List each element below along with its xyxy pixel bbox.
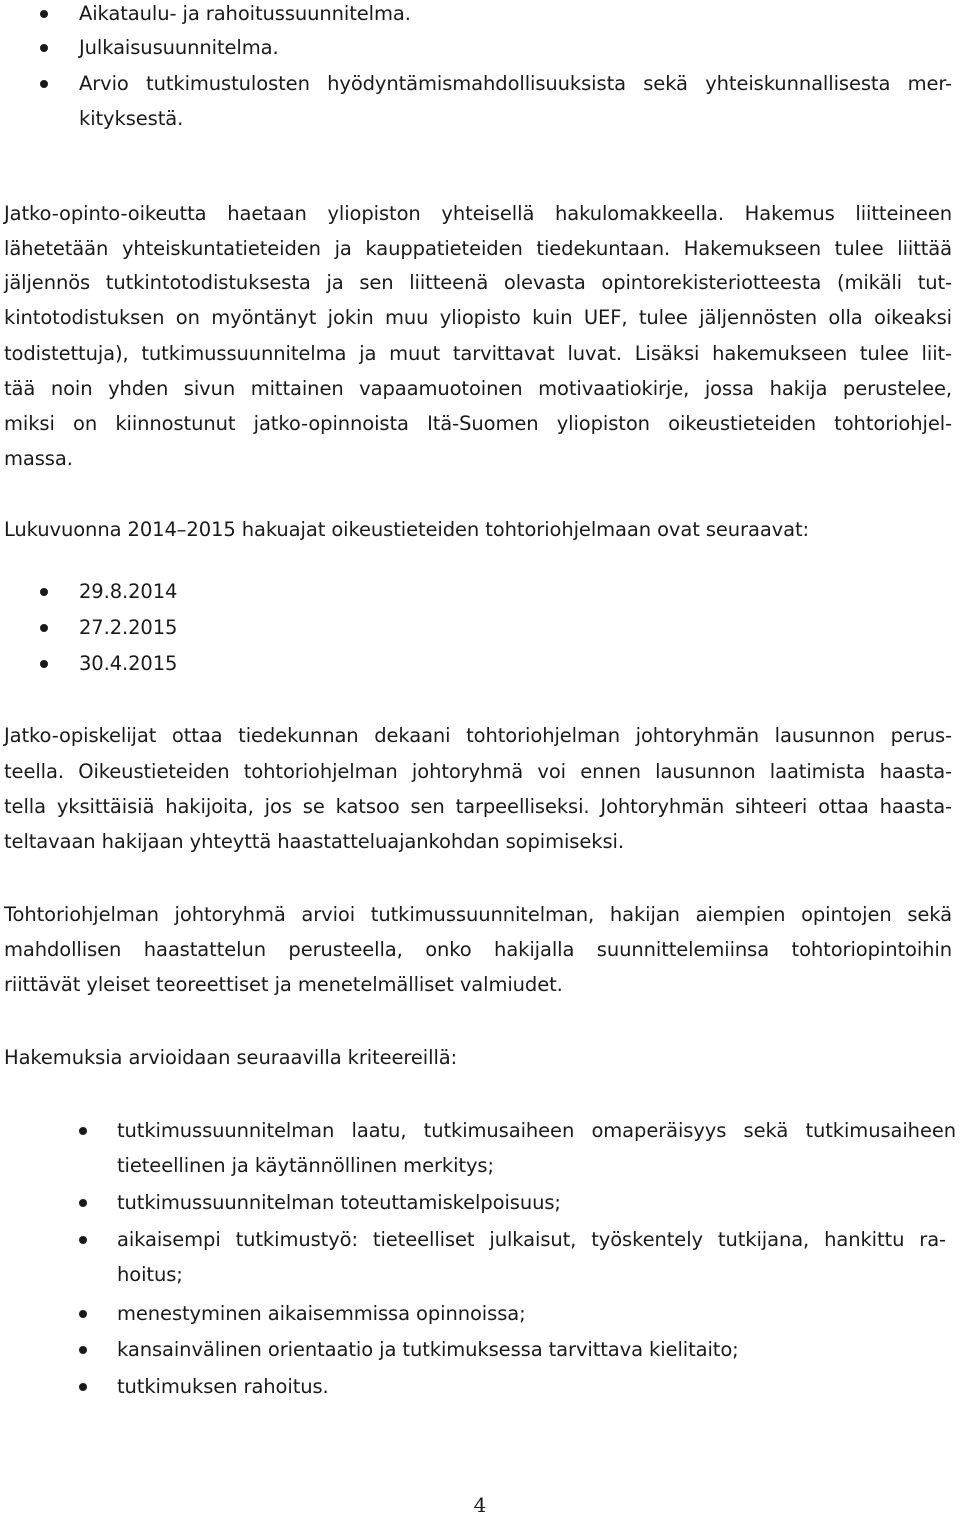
bullet-icon xyxy=(40,660,48,668)
bullet-icon xyxy=(40,588,48,596)
list-item: menestyminen aikaisemmissa opinnoissa; xyxy=(117,1302,526,1325)
paragraph-application-periods: Lukuvuonna 2014–2015 hakuajat oikeustieteiden tohtoriohjelmaan ovat seuraavat: xyxy=(4,518,809,541)
text-line: tää noin yhden sivun mittainen vapaamuotoinen motivaatiokirje, jossa hakija perustelee, xyxy=(4,377,952,400)
bullet-icon xyxy=(79,1383,87,1391)
bullet-icon xyxy=(40,44,48,52)
bullet-icon xyxy=(79,1346,87,1354)
list-item: aikaisempi tutkimustyö: tieteelliset julkaisut, työskentely tutkijana, hankittu ra- xyxy=(117,1228,946,1251)
bullet-icon xyxy=(40,10,48,18)
text-line: jäljennös tutkintotodistuksesta ja sen liitteenä olevasta opintorekisteriotteesta (mikäli tut- xyxy=(4,271,952,294)
text-line: teella. Oikeustieteiden tohtoriohjelman johtoryhmä voi ennen lausunnon laatimista haasta- xyxy=(4,760,952,783)
list-item: kansainvälinen orientaatio ja tutkimuksessa tarvittava kielitaito; xyxy=(117,1338,739,1361)
text-line: miksi on kiinnostunut jatko-opinnoista Itä-Suomen yliopiston oikeustieteiden tohtoriohjel- xyxy=(4,412,952,435)
bullet-icon xyxy=(79,1127,87,1135)
list-item: tutkimussuunnitelman laatu, tutkimusaiheen omaperäisyys sekä tutkimusaiheen xyxy=(117,1119,956,1142)
list-item: 27.2.2015 xyxy=(79,616,178,639)
text-line: massa. xyxy=(4,447,73,470)
list-item: Arvio tutkimustulosten hyödyntämismahdollisuuksista sekä yhteiskunnallisesta mer- xyxy=(79,72,952,95)
list-item-continuation: tieteellinen ja käytännöllinen merkitys; xyxy=(117,1154,494,1177)
text-line: lähetetään yhteiskuntatieteiden ja kauppatieteiden tiedekuntaan. Hakemukseen tulee liittää xyxy=(4,237,952,260)
text-line: todistettuja), tutkimussuunnitelma ja muut tarvittavat luvat. Lisäksi hakemukseen tulee liit- xyxy=(4,342,952,365)
list-item-continuation: kityksestä. xyxy=(79,107,184,130)
text-line: kintotodistuksen on myöntänyt jokin muu yliopisto kuin UEF, tulee jäljennösten olla oikeaksi xyxy=(4,306,952,329)
text-line: tella yksittäisiä hakijoita, jos se katsoo sen tarpeelliseksi. Johtoryhmän sihteeri ottaa haasta- xyxy=(4,795,952,818)
text-line: Tohtoriohjelman johtoryhmä arvioi tutkimussuunnitelman, hakijan aiempien opintojen sekä xyxy=(4,903,952,926)
text-line: mahdollisen haastattelun perusteella, onko hakijalla suunnittelemiinsa tohtoriopintoihin xyxy=(4,938,952,961)
paragraph-criteria-intro: Hakemuksia arvioidaan seuraavilla kriteereillä: xyxy=(4,1046,458,1069)
page-number: 4 xyxy=(473,1493,487,1517)
bullet-icon xyxy=(79,1236,87,1244)
text-line: Jatko-opinto-oikeutta haetaan yliopiston yhteisellä hakulomakkeella. Hakemus liitteineen xyxy=(4,202,952,225)
bullet-icon xyxy=(79,1310,87,1318)
bullet-icon xyxy=(40,624,48,632)
list-item: tutkimuksen rahoitus. xyxy=(117,1375,329,1398)
list-item: Aikataulu- ja rahoitussuunnitelma. xyxy=(79,2,411,25)
bullet-icon xyxy=(79,1199,87,1207)
text-line: teltavaan hakijaan yhteyttä haastatteluajankohdan sopimiseksi. xyxy=(4,830,624,853)
list-item: Julkaisusuunnitelma. xyxy=(79,36,279,59)
text-line: Jatko-opiskelijat ottaa tiedekunnan dekaani tohtoriohjelman johtoryhmän lausunnon perus- xyxy=(4,724,952,747)
list-item: 29.8.2014 xyxy=(79,580,178,603)
list-item-continuation: hoitus; xyxy=(117,1263,183,1286)
list-item: tutkimussuunnitelman toteuttamiskelpoisuus; xyxy=(117,1191,561,1214)
text-line: riittävät yleiset teoreettiset ja menetelmälliset valmiudet. xyxy=(4,973,563,996)
list-item: 30.4.2015 xyxy=(79,652,178,675)
bullet-icon xyxy=(40,80,48,88)
